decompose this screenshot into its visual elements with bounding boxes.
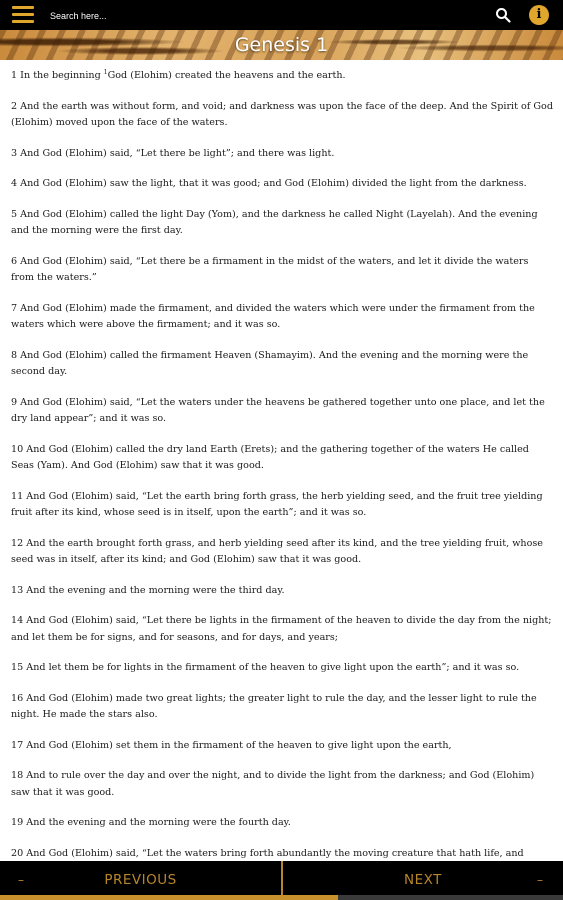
verse-text-lead: In the beginning <box>20 70 104 81</box>
verse-text: And God (Elohim) said, “Let the waters under the heavens be gathered together unto one place, and let the dry land appear”; and it was so. <box>11 396 545 424</box>
verse-number: 8 <box>11 349 18 361</box>
verse-number: 18 <box>11 770 24 781</box>
verse-text: And the evening and the morning were the fourth day. <box>26 817 291 828</box>
top-toolbar <box>0 0 563 30</box>
verse-item[interactable] <box>11 442 553 475</box>
verse-item[interactable] <box>11 489 553 522</box>
verse-item[interactable] <box>11 207 553 240</box>
verse-item[interactable] <box>11 99 553 132</box>
verse-text: And God (Elohim) said, “Let there be light”; and there was light. <box>20 147 335 159</box>
verse-text: And God (Elohim) called the light Day (Yom), and the darkness he called Night (Layelah). And the evening and the morning were the first day. <box>11 208 538 236</box>
verse-number: 12 <box>11 537 24 549</box>
right-dash: – <box>537 873 543 887</box>
verse-number: 3 <box>11 147 18 159</box>
verse-number: 1 <box>11 70 18 81</box>
verse-scroll-area[interactable] <box>0 60 563 861</box>
verse-number: 16 <box>11 692 24 704</box>
verse-text: And the evening and the morning were the third day. <box>26 584 285 596</box>
verse-item[interactable] <box>11 176 553 193</box>
verse-number: 7 <box>11 302 18 314</box>
verse-text: And God (Elohim) said, “Let the waters bring forth abundantly the moving creature that hath life, and <box>26 847 524 859</box>
chapter-banner <box>0 30 563 60</box>
verse-text: And God (Elohim) made two great lights; the greater light to rule the day, and the lesser light to rule the night. He made the stars also. <box>11 692 537 720</box>
verse-number: 14 <box>11 615 24 626</box>
verse-text: And God (Elohim) set them in the firmament of the heaven to give light upon the earth, <box>26 739 452 751</box>
left-dash: – <box>18 873 24 887</box>
verse-number: 13 <box>11 584 24 596</box>
verse-number: 17 <box>11 739 24 751</box>
search-icon[interactable] <box>495 7 511 23</box>
previous-button[interactable]: PREVIOUS <box>104 872 177 888</box>
verse-item[interactable] <box>11 536 553 569</box>
verse-item[interactable] <box>11 846 553 862</box>
verse-item[interactable] <box>11 348 553 381</box>
verse-item[interactable] <box>11 301 553 334</box>
verse-text: God (Elohim) created the heavens and the earth. <box>107 70 346 81</box>
verse-item[interactable] <box>11 68 553 85</box>
verse-item[interactable] <box>11 815 553 832</box>
verse-item[interactable] <box>11 660 553 677</box>
info-icon[interactable]: i <box>529 5 549 25</box>
verse-text: And God (Elohim) made the firmament, and divided the waters which were under the firmament from the waters which were above the firmament; and it was so. <box>11 302 535 330</box>
verse-text: And to rule over the day and over the night, and to divide the light from the darkness; and God (Elohim) saw that it was good. <box>11 770 535 798</box>
verse-number: 9 <box>11 396 18 408</box>
verse-number: 11 <box>11 490 24 502</box>
verse-text: And the earth brought forth grass, and herb yielding seed after its kind, and the tree yielding fruit, whose seed was in itself, after its kind; and God (Elohim) saw that it was good. <box>11 537 543 565</box>
reading-progress-bar <box>0 895 563 900</box>
verse-text: And let them be for lights in the firmament of the heaven to give light upon the earth”; and it was so. <box>26 662 520 673</box>
verse-number: 19 <box>11 817 24 828</box>
footnote-marker[interactable]: 1 <box>103 68 108 76</box>
verse-text: And God (Elohim) called the dry land Earth (Erets); and the gathering together of the waters He called Seas (Yam). And God (Elohim) saw that it was good. <box>11 443 529 471</box>
verse-item[interactable] <box>11 254 553 287</box>
verse-item[interactable] <box>11 583 553 600</box>
verse-text: And God (Elohim) saw the light, that it was good; and God (Elohim) divided the light from the darkness. <box>20 178 527 189</box>
verse-number: 6 <box>11 255 18 267</box>
reading-progress-fill <box>0 895 338 900</box>
verse-item[interactable] <box>11 395 553 428</box>
verse-item[interactable] <box>11 691 553 724</box>
chapter-title: Genesis 1 <box>234 34 329 56</box>
next-button[interactable]: NEXT <box>404 872 442 888</box>
verse-text: And God (Elohim) said, “Let there be a firmament in the midst of the waters, and let it divide the waters from the waters.” <box>11 255 529 283</box>
verse-text: And the earth was without form, and void; and darkness was upon the face of the deep. And the Spirit of God (Elohim) moved upon the face of the waters. <box>11 100 553 128</box>
verse-item[interactable] <box>11 738 553 755</box>
verse-text: And God (Elohim) said, “Let the earth bring forth grass, the herb yielding seed, and the fruit tree yielding fruit after its kind, whose seed is in itself, upon the earth”; and it was so. <box>11 490 543 518</box>
search-input[interactable] <box>48 6 432 26</box>
verse-item[interactable] <box>11 146 553 163</box>
verse-number: 4 <box>11 178 18 189</box>
verse-number: 10 <box>11 443 24 455</box>
verse-number: 15 <box>11 662 24 673</box>
verse-item[interactable] <box>11 613 553 646</box>
verse-item[interactable] <box>11 768 553 801</box>
verse-list <box>0 60 563 861</box>
verse-text: And God (Elohim) said, “Let there be lights in the firmament of the heaven to divide the day from the night; and let them be for signs, and for seasons, and for days, and years; <box>11 615 552 643</box>
verse-text: And God (Elohim) called the firmament Heaven (Shamayim). And the evening and the morning were the second day. <box>11 349 529 377</box>
hamburger-icon[interactable] <box>12 6 34 24</box>
verse-number: 20 <box>11 847 24 859</box>
verse-number: 2 <box>11 100 18 112</box>
verse-number: 5 <box>11 208 18 220</box>
